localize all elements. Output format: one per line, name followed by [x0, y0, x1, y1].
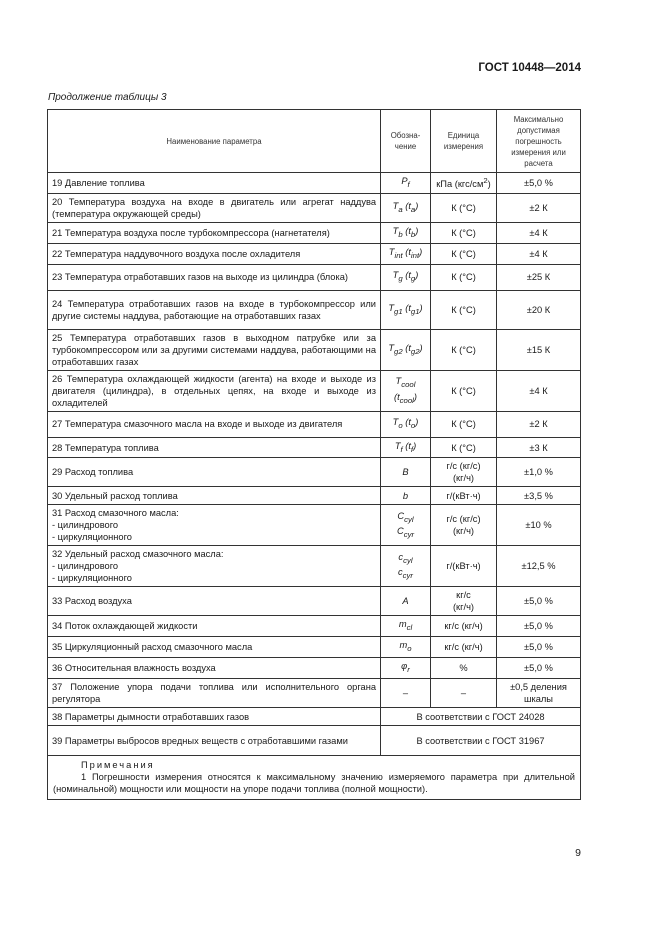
- parameter-symbol: $T_{g2}$ $(t_{g2})$: [381, 329, 431, 370]
- parameter-symbol: B: [381, 458, 431, 487]
- table-caption: Продолжение таблицы 3: [48, 92, 167, 103]
- parameter-name: 19 Давление топлива: [48, 173, 381, 194]
- parameter-name: 35 Циркуляционный расход смазочного масла: [48, 637, 381, 658]
- parameter-unit: кг/с (кг/ч): [431, 587, 497, 616]
- parameter-name: 30 Удельный расход топлива: [48, 487, 381, 505]
- parameter-symbol: $m_o$: [381, 637, 431, 658]
- parameter-symbol: $T_o$ $(t_o)$: [381, 411, 431, 437]
- parameter-error: ±4 К: [497, 243, 581, 264]
- parameter-unit: г/(кВт·ч): [431, 487, 497, 505]
- table-row: [48, 264, 581, 290]
- parameter-name: 28 Температура топлива: [48, 437, 381, 458]
- table-row: [48, 222, 581, 243]
- table-row: [48, 290, 581, 329]
- parameter-name: 33 Расход воздуха: [48, 587, 381, 616]
- parameter-symbol: $\varphi_r$: [381, 658, 431, 679]
- parameter-symbol: A: [381, 587, 431, 616]
- parameter-name: 21 Температура воздуха после турбокомпрессора (нагнетателя): [48, 222, 381, 243]
- page-number: 9: [575, 847, 581, 859]
- parameter-symbol: $T_b$ $(t_b)$: [381, 222, 431, 243]
- parameter-symbol: $T_g$ $(t_g)$: [381, 264, 431, 290]
- parameter-error: ±12,5 %: [497, 546, 581, 587]
- table-header-row: [48, 110, 581, 173]
- parameter-unit: кг/с (кг/ч): [431, 637, 497, 658]
- parameter-error: ±4 К: [497, 222, 581, 243]
- parameter-name: 36 Относительная влажность воздуха: [48, 658, 381, 679]
- notes-heading: Примечания: [81, 760, 155, 771]
- parameter-error: ±2 К: [497, 193, 581, 222]
- parameter-error: ±5,0 %: [497, 616, 581, 637]
- table-row: [48, 458, 581, 487]
- parameter-error: ±5,0 %: [497, 173, 581, 194]
- table-row: [48, 726, 581, 756]
- parameter-name: 31 Расход смазочного масла: - цилиндрового - циркуляционного: [48, 505, 381, 546]
- parameter-unit: К (°С): [431, 411, 497, 437]
- parameter-error: ±20 К: [497, 290, 581, 329]
- table-row: [48, 546, 581, 587]
- parameter-name: 25 Температура отработавших газов в выходном патрубке или за турбокомпрессором или за другими системами наддува, работающими на отработавших газах: [48, 329, 381, 370]
- table-row: [48, 173, 581, 194]
- parameter-symbol: $c_{cyl}$ $c_{cyr}$: [381, 546, 431, 587]
- parameter-symbol: $C_{cyl}$ $C_{cyr}$: [381, 505, 431, 546]
- parameter-name: 34 Поток охлаждающей жидкости: [48, 616, 381, 637]
- parameter-unit: К (°С): [431, 437, 497, 458]
- parameter-error: ±5,0 %: [497, 637, 581, 658]
- parameter-unit: г/с (кг/с) (кг/ч): [431, 505, 497, 546]
- table-row: [48, 587, 581, 616]
- parameter-name: 26 Температура охлаждающей жидкости (агента) на входе и выходе из двигателя (цилиндра), в отдельных цепях, на входе и выходе из охладителей: [48, 370, 381, 411]
- reference-standard: В соответствии с ГОСТ 24028: [381, 708, 581, 726]
- parameter-error: ±0,5 деления шкалы: [497, 679, 581, 708]
- column-header-symbol: Обозна- чение: [381, 110, 431, 173]
- parameter-symbol: $T_{cool}$ $(t_{cool})$: [381, 370, 431, 411]
- parameter-symbol: –: [381, 679, 431, 708]
- parameter-symbol: $T_a$ $(t_a)$: [381, 193, 431, 222]
- parameter-name: 20 Температура воздуха на входе в двигатель или агрегат наддува (температура окружающей среды): [48, 193, 381, 222]
- parameter-name: 29 Расход топлива: [48, 458, 381, 487]
- notes-row: [48, 756, 581, 800]
- parameter-symbol: $T_f$ $(t_f)$: [381, 437, 431, 458]
- parameter-name: 22 Температура наддувочного воздуха после охладителя: [48, 243, 381, 264]
- table-notes: [48, 756, 581, 800]
- parameter-unit: %: [431, 658, 497, 679]
- parameter-unit: г/(кВт·ч): [431, 546, 497, 587]
- parameter-unit: К (°С): [431, 193, 497, 222]
- parameter-name: 32 Удельный расход смазочного масла: - цилиндрового - циркуляционного: [48, 546, 381, 587]
- table-row: [48, 243, 581, 264]
- parameter-error: ±3,5 %: [497, 487, 581, 505]
- parameter-symbol: b: [381, 487, 431, 505]
- parameter-symbol: $P_f$: [381, 173, 431, 194]
- parameter-error: ±1,0 %: [497, 458, 581, 487]
- table-row: [48, 411, 581, 437]
- parameter-error: ±5,0 %: [497, 587, 581, 616]
- parameter-name: 38 Параметры дымности отработавших газов: [48, 708, 381, 726]
- table-row: [48, 679, 581, 708]
- parameter-name: 27 Температура смазочного масла на входе и выходе из двигателя: [48, 411, 381, 437]
- parameter-error: ±5,0 %: [497, 658, 581, 679]
- parameter-unit: К (°С): [431, 290, 497, 329]
- column-header-error: Максимально допустимая погрешность измерения или расчета: [497, 110, 581, 173]
- parameters-table: [47, 109, 581, 800]
- standard-id: ГОСТ 10448—2014: [478, 62, 581, 74]
- table-row: [48, 487, 581, 505]
- parameter-error: ±3 К: [497, 437, 581, 458]
- parameter-error: ±25 К: [497, 264, 581, 290]
- table-row: [48, 370, 581, 411]
- parameter-name: 37 Положение упора подачи топлива или исполнительного органа регулятора: [48, 679, 381, 708]
- parameter-unit: кПа $(кгс/см^2)$: [431, 173, 497, 194]
- parameter-unit: К (°С): [431, 370, 497, 411]
- parameter-unit: К (°С): [431, 222, 497, 243]
- parameter-error: ±15 К: [497, 329, 581, 370]
- parameter-name: 39 Параметры выбросов вредных веществ с отработавшими газами: [48, 726, 381, 756]
- table-row: [48, 658, 581, 679]
- column-header-name: Наименование параметра: [48, 110, 381, 173]
- parameter-symbol: $T_{int}$ $(t_{int})$: [381, 243, 431, 264]
- parameter-unit: К (°С): [431, 264, 497, 290]
- parameter-unit: К (°С): [431, 243, 497, 264]
- parameter-name: 23 Температура отработавших газов на выходе из цилиндра (блока): [48, 264, 381, 290]
- table-row: [48, 437, 581, 458]
- table-row: [48, 616, 581, 637]
- parameter-symbol: $T_{g1}$ $(t_{g1})$: [381, 290, 431, 329]
- table-row: [48, 505, 581, 546]
- parameter-unit: К (°С): [431, 329, 497, 370]
- parameter-name: 24 Температура отработавших газов на входе в турбокомпрессор или другие системы наддува, работающие на отработавших газах: [48, 290, 381, 329]
- table-row: [48, 329, 581, 370]
- parameter-error: ±2 К: [497, 411, 581, 437]
- parameter-error: ±10 %: [497, 505, 581, 546]
- parameter-error: ±4 К: [497, 370, 581, 411]
- table-row: [48, 193, 581, 222]
- parameter-unit: –: [431, 679, 497, 708]
- column-header-unit: Единица измерения: [431, 110, 497, 173]
- table-row: [48, 708, 581, 726]
- table-row: [48, 637, 581, 658]
- note-item: 1 Погрешности измерения относятся к максимальному значению измеряемого параметра при длительной (номинальной) мощности или мощности на упоре подачи топлива (полной мощности).: [53, 772, 575, 795]
- reference-standard: В соответствии с ГОСТ 31967: [381, 726, 581, 756]
- parameter-unit: кг/с (кг/ч): [431, 616, 497, 637]
- parameter-unit: г/с (кг/с) (кг/ч): [431, 458, 497, 487]
- parameter-symbol: $m_{cl}$: [381, 616, 431, 637]
